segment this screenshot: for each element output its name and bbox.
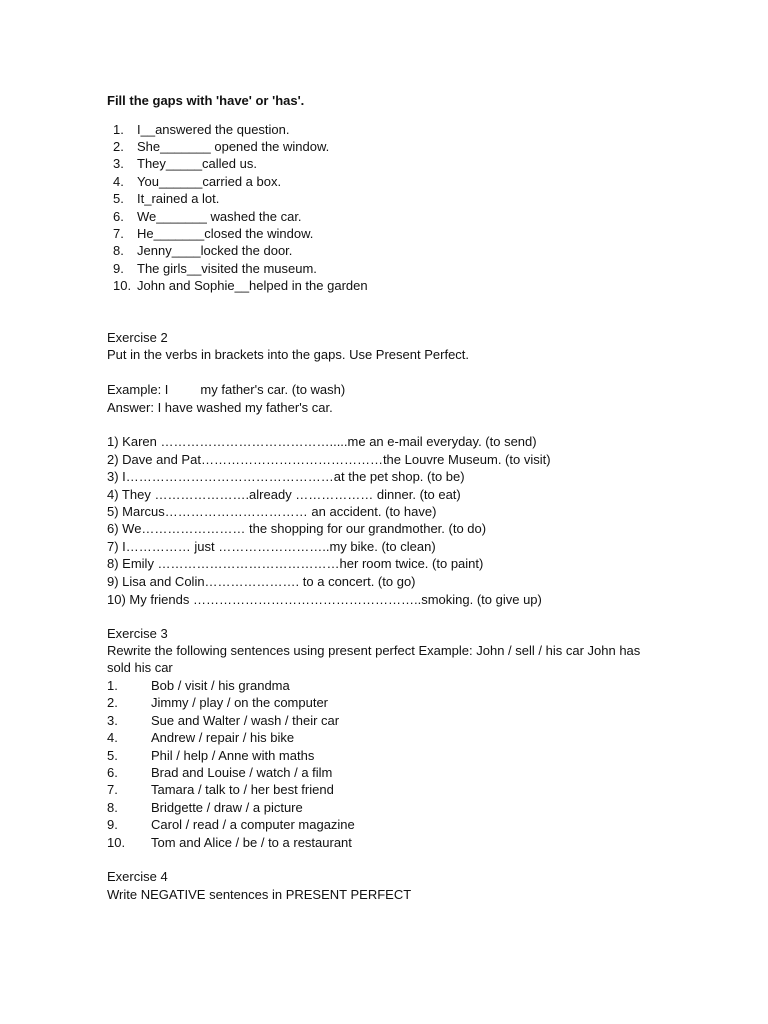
exercise4-heading: Exercise 4 <box>107 869 168 884</box>
list-item <box>107 816 355 833</box>
list-item: 3) I…………………………………………at the pet shop. (to be) <box>107 469 465 484</box>
item-text: John and Sophie__helped in the garden <box>137 278 368 293</box>
item-number: 2. <box>107 695 118 710</box>
item-number: 10. <box>113 278 132 293</box>
list-item <box>107 799 303 816</box>
exercise3-instruction: Rewrite the following sentences using present perfect Example: John / sell / his car John has sold his car <box>107 643 641 675</box>
item-number: 9. <box>113 261 124 276</box>
item-text: Bridgette / draw / a picture <box>151 800 303 815</box>
list-item: 1) Karen ………………………………….....me an e-mail everyday. (to send) <box>107 434 537 449</box>
item-number: 8. <box>113 243 124 258</box>
list-item <box>107 747 314 764</box>
item-number: 6. <box>107 765 118 780</box>
example-end: my father's car. (to wash) <box>200 382 346 397</box>
item-text: He_______closed the window. <box>137 226 314 241</box>
list-item <box>107 694 328 711</box>
list-item: 7) I…………… just ……………………..my bike. (to clean) <box>107 539 436 554</box>
item-number: 7. <box>113 226 124 241</box>
list-item <box>113 173 281 190</box>
exercise2-heading: Exercise 2 <box>107 330 168 345</box>
list-item: 4) They ………………….already ……………… dinner. (to eat) <box>107 487 461 502</box>
exercise4-instruction: Write NEGATIVE sentences in PRESENT PERFECT <box>107 887 412 902</box>
item-text: Tom and Alice / be / to a restaurant <box>151 835 352 850</box>
exercise2-instruction: Put in the verbs in brackets into the gaps. Use Present Perfect. <box>107 347 470 362</box>
list-item <box>107 781 334 798</box>
list-item: 6) We…………………… the shopping for our grandmother. (to do) <box>107 521 487 536</box>
item-text: Jimmy / play / on the computer <box>151 695 329 710</box>
list-item <box>113 242 292 259</box>
item-number: 3. <box>113 156 124 171</box>
item-number: 9. <box>107 817 118 832</box>
list-item: 10) My friends ……………………………………………..smoking. (to give up) <box>107 592 542 607</box>
item-number: 5. <box>113 191 124 206</box>
list-item: 2) Dave and Pat……………………………………the Louvre Museum. (to visit) <box>107 452 551 467</box>
list-item <box>107 712 339 729</box>
item-text: Sue and Walter / wash / their car <box>151 713 340 728</box>
list-item <box>107 729 294 746</box>
list-item: 8) Emily ……………………………………her room twice. (to paint) <box>107 556 484 571</box>
item-number: 10. <box>107 835 126 850</box>
item-number: 5. <box>107 748 118 763</box>
item-number: 1. <box>107 678 118 693</box>
exercise3-heading: Exercise 3 <box>107 626 168 641</box>
item-text: They_____called us. <box>137 156 257 171</box>
list-item: 5) Marcus…………………………… an accident. (to have) <box>107 504 437 519</box>
item-number: 2. <box>113 139 124 154</box>
list-item <box>113 138 329 155</box>
list-item <box>107 764 332 781</box>
exercise1-title: Fill the gaps with 'have' or 'has'. <box>107 93 305 108</box>
list-item: 9) Lisa and Colin…………………. to a concert. (to go) <box>107 574 416 589</box>
list-item <box>113 155 257 172</box>
item-number: 7. <box>107 782 118 797</box>
item-number: 1. <box>113 122 124 137</box>
exercise2-example <box>107 381 345 398</box>
item-text: We_______ washed the car. <box>137 209 302 224</box>
list-item <box>113 225 313 242</box>
list-item <box>113 121 290 138</box>
exercise2-answer: Answer: I have washed my father's car. <box>107 400 333 415</box>
item-text: I__answered the question. <box>137 122 290 137</box>
item-text: Jenny____locked the door. <box>137 243 293 258</box>
list-item <box>113 208 302 225</box>
item-text: It_rained a lot. <box>137 191 220 206</box>
list-item <box>113 260 317 277</box>
list-item <box>113 190 219 207</box>
item-number: 6. <box>113 209 124 224</box>
item-number: 8. <box>107 800 118 815</box>
list-item <box>113 277 368 294</box>
item-number: 4. <box>113 174 124 189</box>
item-text: Bob / visit / his grandma <box>151 678 290 693</box>
item-text: Andrew / repair / his bike <box>151 730 295 745</box>
list-item <box>107 677 290 694</box>
list-item <box>107 834 352 851</box>
item-number: 4. <box>107 730 118 745</box>
item-text: The girls__visited the museum. <box>137 261 317 276</box>
example-start: Example: I <box>107 382 169 397</box>
item-text: Phil / help / Anne with maths <box>151 748 315 763</box>
item-text: Tamara / talk to / her best friend <box>151 782 334 797</box>
item-text: She_______ opened the window. <box>137 139 330 154</box>
item-number: 3. <box>107 713 118 728</box>
item-text: Brad and Louise / watch / a film <box>151 765 333 780</box>
item-text: You______carried a box. <box>137 174 282 189</box>
item-text: Carol / read / a computer magazine <box>151 817 355 832</box>
